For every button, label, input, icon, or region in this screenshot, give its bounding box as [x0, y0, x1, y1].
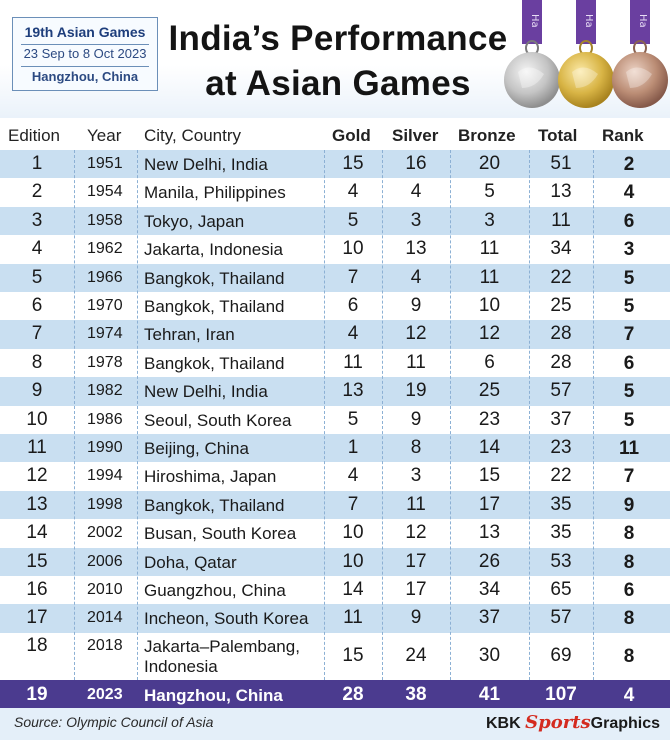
cell-silver: 11	[406, 493, 426, 515]
cell-gold: 13	[342, 380, 364, 402]
column-separator	[382, 150, 383, 680]
cell-silver: 9	[410, 607, 422, 629]
cell-city: Tehran, Iran	[144, 325, 235, 345]
cell-gold: 11	[343, 607, 363, 629]
cell-city: Bangkok, Thailand	[144, 495, 285, 515]
cell-edition: 15	[26, 550, 48, 572]
cell-silver: 17	[405, 579, 427, 600]
cell-total: 23	[550, 437, 572, 458]
cell-gold: 10	[342, 238, 364, 260]
cell-edition: 10	[26, 408, 48, 430]
cell-city: Guangzhou, China	[144, 581, 286, 600]
cell-gold: 14	[342, 579, 364, 600]
table-row	[0, 406, 670, 434]
cell-silver: 38	[405, 684, 427, 705]
divider	[21, 66, 149, 67]
cell-city: Busan, South Korea	[144, 524, 297, 544]
cell-silver: 11	[406, 351, 426, 373]
table-row	[0, 178, 670, 206]
cell-edition: 11	[27, 437, 47, 458]
medals-illustration	[500, 0, 670, 112]
cell-year: 1994	[87, 467, 123, 485]
cell-year: 1962	[87, 240, 123, 258]
cell-rank: 5	[623, 409, 635, 431]
cell-year: 1951	[87, 155, 123, 172]
cell-bronze: 41	[478, 684, 501, 705]
column-separator	[450, 150, 451, 680]
silver-medal	[504, 0, 560, 108]
cell-city-line2: Indonesia	[144, 656, 218, 676]
column-header-bronze: Bronze	[458, 126, 516, 145]
cell-silver: 9	[410, 408, 422, 430]
cell-year: 1966	[87, 268, 123, 286]
cell-bronze: 11	[479, 238, 500, 260]
table-row	[0, 548, 670, 576]
cell-silver: 9	[410, 295, 422, 316]
cell-edition: 7	[31, 323, 43, 345]
cell-city: Hangzhou, China	[144, 686, 283, 705]
cell-year: 1998	[87, 495, 123, 513]
cell-rank: 8	[623, 645, 635, 667]
cell-gold: 15	[342, 644, 364, 666]
cell-silver: 16	[405, 153, 427, 174]
cell-gold: 15	[342, 153, 364, 174]
cell-silver: 12	[405, 323, 427, 345]
cell-edition: 13	[26, 493, 48, 515]
cell-total: 57	[550, 607, 572, 629]
event-venue: Hangzhou, China	[31, 69, 139, 84]
cell-rank: 4	[623, 685, 635, 706]
ribbon-text: Ha	[637, 14, 648, 28]
cell-total: 13	[550, 181, 572, 203]
brand-prefix: KBK	[486, 715, 526, 732]
cell-edition: 12	[26, 465, 48, 487]
cell-bronze: 37	[478, 607, 501, 629]
cell-city: Doha, Qatar	[144, 552, 237, 572]
cell-gold: 7	[347, 493, 359, 515]
cell-total: 34	[550, 238, 572, 260]
cell-silver: 19	[405, 380, 427, 402]
cell-silver: 4	[410, 181, 422, 203]
ribbon-text: Ha	[583, 14, 594, 28]
cell-gold: 4	[347, 323, 359, 345]
cell-year: 2023	[87, 686, 123, 703]
cell-rank: 6	[623, 210, 635, 232]
cell-rank: 7	[623, 324, 635, 346]
event-name: 19th Asian Games	[24, 24, 146, 40]
cell-year: 1954	[87, 183, 123, 201]
cell-edition: 5	[31, 266, 43, 288]
cell-total: 35	[550, 522, 572, 544]
cell-rank: 2	[623, 154, 635, 175]
cell-rank: 8	[623, 523, 635, 545]
source-note: Source: Olympic Council of Asia	[14, 714, 214, 730]
cell-silver: 13	[405, 238, 427, 260]
cell-year: 1974	[87, 325, 123, 343]
table-row	[0, 264, 670, 292]
cell-year: 1986	[87, 410, 123, 428]
cell-year: 1990	[87, 439, 123, 456]
cell-edition: 2	[31, 181, 43, 203]
event-dates: 23 Sep to 8 Oct 2023	[23, 46, 147, 61]
cell-edition: 17	[26, 607, 48, 629]
cell-bronze: 3	[484, 209, 495, 231]
cell-bronze: 14	[478, 437, 501, 458]
cell-rank: 4	[623, 182, 635, 204]
cell-city: Seoul, South Korea	[144, 410, 292, 430]
table-row	[0, 349, 670, 377]
cell-silver: 17	[405, 550, 427, 572]
title-line-2: at Asian Games	[205, 64, 471, 103]
cell-gold: 10	[342, 550, 364, 572]
cell-city: Hiroshima, Japan	[144, 467, 277, 487]
column-header-year: Year	[87, 126, 122, 145]
cell-rank: 8	[623, 551, 635, 573]
bronze-medal	[612, 0, 668, 108]
cell-total: 53	[550, 550, 572, 572]
cell-edition: 8	[31, 351, 43, 373]
cell-city: Beijing, China	[144, 439, 249, 458]
cell-edition: 1	[31, 153, 43, 174]
cell-year: 1958	[87, 211, 123, 229]
cell-city: Bangkok, Thailand	[144, 268, 285, 288]
cell-city: New Delhi, India	[144, 155, 268, 174]
brand-sports: Sports	[525, 712, 591, 733]
divider	[21, 44, 149, 45]
cell-city: Incheon, South Korea	[144, 609, 309, 629]
table-row	[0, 434, 670, 462]
column-header-silver: Silver	[392, 126, 439, 145]
cell-rank: 5	[623, 381, 635, 403]
column-header-city: City, Country	[144, 126, 241, 145]
footer	[0, 708, 670, 740]
table-row-highlight	[0, 680, 670, 708]
table-row	[0, 292, 670, 320]
cell-year: 2010	[87, 581, 123, 598]
cell-edition: 6	[31, 295, 43, 316]
cell-bronze: 30	[478, 644, 501, 666]
cell-gold: 10	[342, 522, 364, 544]
cell-rank: 5	[623, 267, 635, 289]
cell-silver: 8	[410, 437, 422, 458]
cell-total: 28	[550, 351, 572, 373]
cell-gold: 5	[347, 209, 359, 231]
cell-bronze: 23	[478, 408, 501, 430]
gold-medal	[558, 0, 614, 108]
cell-total: 22	[550, 266, 572, 288]
cell-bronze: 10	[478, 295, 501, 316]
table-row	[0, 519, 670, 547]
cell-total: 25	[550, 295, 572, 316]
cell-bronze: 34	[478, 579, 501, 600]
cell-bronze: 20	[478, 153, 501, 174]
column-header-gold: Gold	[332, 126, 371, 145]
cell-bronze: 11	[479, 266, 500, 288]
cell-year: 2006	[87, 552, 123, 570]
cell-city: New Delhi, India	[144, 382, 268, 402]
page-title	[168, 16, 508, 106]
event-info-box	[12, 17, 158, 91]
cell-edition: 16	[26, 579, 48, 600]
cell-rank: 8	[623, 608, 635, 630]
cell-total: 69	[550, 644, 572, 666]
cell-total: 57	[550, 380, 572, 402]
cell-edition: 3	[31, 209, 43, 231]
cell-gold: 5	[347, 408, 359, 430]
cell-city: Manila, Philippines	[144, 183, 286, 203]
column-header-rank: Rank	[602, 126, 644, 145]
cell-silver: 24	[405, 644, 427, 666]
cell-year: 1982	[87, 382, 123, 400]
cell-silver: 12	[405, 522, 427, 544]
cell-edition: 4	[31, 238, 43, 260]
cell-city: Tokyo, Japan	[144, 211, 245, 231]
table-row	[0, 491, 670, 519]
table-row	[0, 377, 670, 405]
cell-total: 35	[550, 493, 572, 515]
cell-year: 2002	[87, 524, 123, 542]
cell-bronze: 17	[478, 493, 501, 515]
column-separator	[137, 150, 138, 680]
table-row	[0, 235, 670, 263]
cell-bronze: 13	[478, 522, 501, 544]
cell-city: Jakarta–Palembang,	[144, 636, 300, 656]
cell-total: 28	[550, 323, 572, 345]
cell-edition: 19	[26, 684, 48, 705]
cell-city: Jakarta, Indonesia	[144, 240, 283, 260]
cell-gold: 4	[347, 181, 359, 203]
cell-rank: 6	[623, 352, 635, 374]
ribbon-text: Ha	[529, 14, 540, 28]
cell-total: 51	[550, 153, 572, 174]
cell-silver: 3	[410, 209, 422, 231]
cell-rank: 5	[623, 296, 635, 317]
cell-gold: 11	[343, 351, 363, 373]
cell-silver: 3	[410, 465, 422, 487]
cell-total: 107	[545, 684, 577, 705]
table-row	[0, 150, 670, 178]
cell-bronze: 6	[484, 351, 495, 373]
cell-gold: 4	[347, 465, 359, 487]
column-separator	[74, 150, 75, 680]
column-separator	[529, 150, 530, 680]
cell-total: 11	[551, 209, 571, 231]
header	[0, 0, 670, 118]
cell-rank: 11	[618, 438, 640, 459]
cell-rank: 6	[623, 580, 635, 601]
cell-edition: 18	[26, 634, 48, 656]
column-separator	[324, 150, 325, 680]
cell-total: 65	[550, 579, 572, 600]
column-separator	[593, 150, 594, 680]
cell-gold: 1	[347, 437, 359, 458]
cell-bronze: 12	[478, 323, 501, 345]
cell-year: 1978	[87, 353, 123, 371]
cell-bronze: 5	[484, 181, 495, 203]
table-row	[0, 320, 670, 348]
cell-year: 1970	[87, 297, 123, 314]
cell-gold: 6	[347, 295, 359, 316]
cell-total: 37	[550, 408, 572, 430]
column-header-edition: Edition	[8, 126, 60, 145]
title-line-1: India’s Performance	[168, 19, 508, 58]
column-header-total: Total	[538, 126, 578, 145]
table-row	[0, 576, 670, 604]
cell-edition: 9	[31, 380, 43, 402]
cell-bronze: 26	[478, 550, 501, 572]
table-row	[0, 207, 670, 235]
cell-bronze: 25	[478, 380, 501, 402]
brand-suffix: Graphics	[590, 715, 660, 732]
cell-silver: 4	[410, 266, 422, 288]
cell-bronze: 15	[478, 465, 501, 487]
cell-city: Bangkok, Thailand	[144, 297, 285, 316]
cell-rank: 3	[623, 239, 635, 261]
cell-year: 2018	[87, 636, 123, 654]
cell-year: 2014	[87, 609, 123, 627]
cell-edition: 14	[26, 522, 48, 544]
cell-rank: 7	[623, 466, 635, 488]
cell-gold: 7	[347, 266, 359, 288]
table-row	[0, 462, 670, 490]
table-row	[0, 633, 670, 679]
cell-rank: 9	[623, 494, 635, 516]
table-row	[0, 604, 670, 632]
cell-total: 22	[550, 465, 572, 487]
cell-gold: 28	[342, 684, 364, 705]
brand-credit	[486, 712, 660, 733]
cell-city: Bangkok, Thailand	[144, 353, 285, 373]
